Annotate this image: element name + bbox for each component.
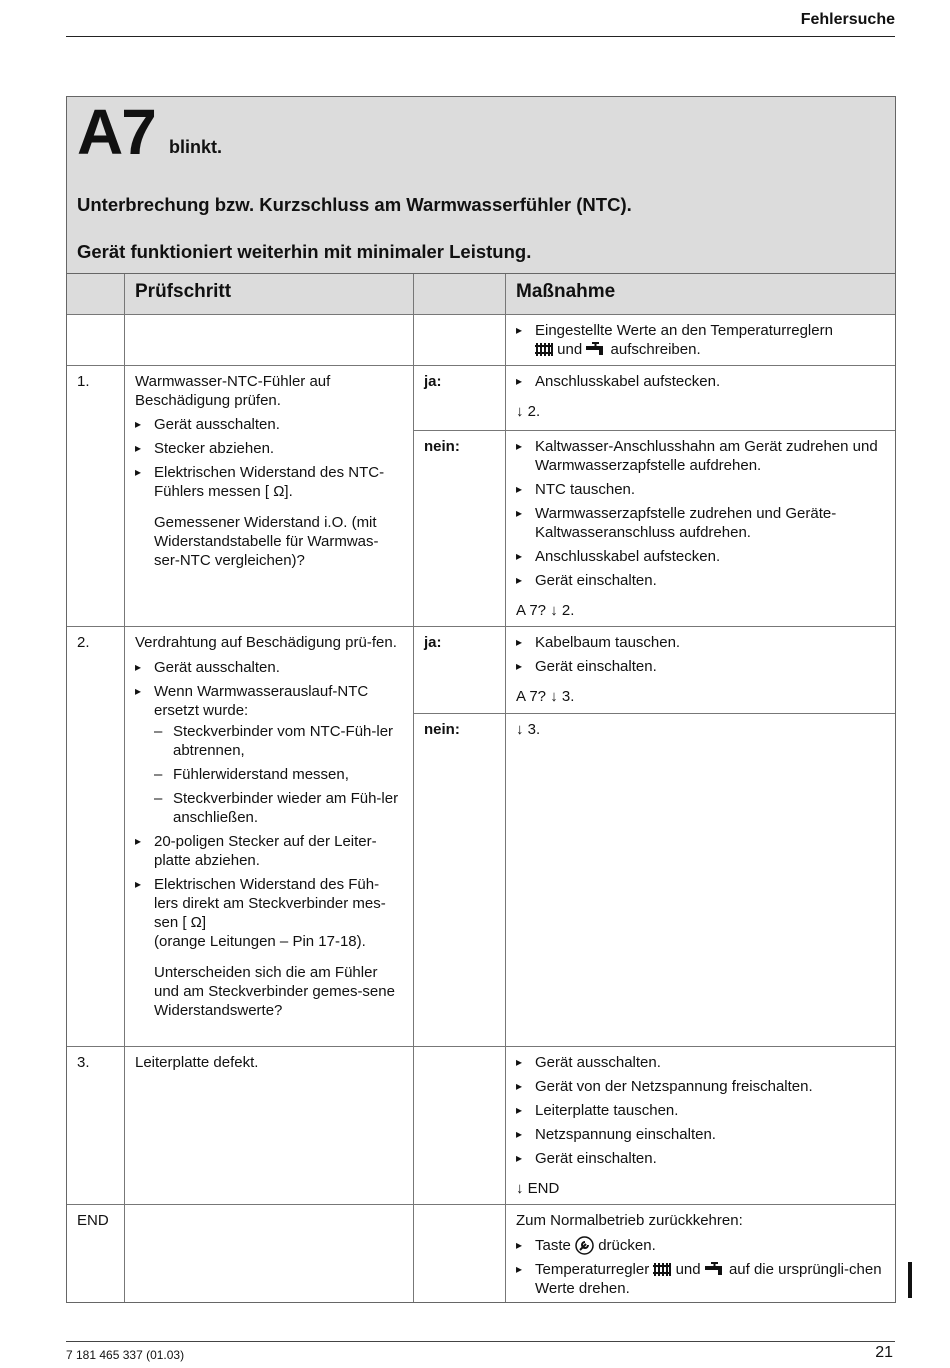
pre-check-cell xyxy=(125,315,414,366)
list-item: ▸ 20-poligen Stecker auf der Leiter-platte abziehen. xyxy=(135,832,403,870)
end-restore-text: auf die ursprüngli-chen Werte drehen. xyxy=(535,1261,882,1297)
column-header-check: Prüfschritt xyxy=(125,274,414,315)
radiator-icon xyxy=(535,343,553,356)
next-step: ↓ END xyxy=(516,1180,560,1197)
pre-action-cell xyxy=(506,315,895,366)
end-action xyxy=(506,1205,895,1302)
answer-no: nein: xyxy=(414,714,506,1047)
next-step: A 7? ↓ 2. xyxy=(516,602,575,619)
step-number: 2. xyxy=(67,627,125,1047)
list-item: ▸ Leiterplatte tauschen. xyxy=(516,1101,885,1120)
step2-yes-action xyxy=(506,627,895,714)
list-item: ▸ Netzspannung einschalten. xyxy=(516,1125,885,1144)
page-number: 21 xyxy=(875,1344,893,1361)
step2-question: Unterscheiden sich die am Fühler und am Steckverbinder gemes-sene Widerstandswerte? xyxy=(154,964,395,1019)
error-state: blinkt. xyxy=(169,137,222,157)
list-item: ▸ Gerät ausschalten. xyxy=(516,1053,885,1072)
list-item xyxy=(516,321,885,359)
header-title: Fehlersuche xyxy=(800,11,895,28)
pre-answer-cell xyxy=(414,315,506,366)
step3-answer-cell xyxy=(414,1047,506,1205)
step3-action xyxy=(506,1047,895,1205)
step1-title: Warmwasser-NTC-Fühler auf Beschädigung prüfen. xyxy=(135,373,331,409)
end-regulator-text: Temperaturregler xyxy=(535,1261,650,1278)
list-item: ▸ Kaltwasser-Anschlusshahn am Gerät zudrehen und Warmwasserzapfstelle aufdrehen. xyxy=(516,437,885,475)
list-item xyxy=(135,682,403,827)
sub-list-item: – Steckverbinder wieder am Füh-ler anschließen. xyxy=(154,789,403,827)
header-answer-cell xyxy=(414,274,506,315)
header-nr-cell xyxy=(67,274,125,315)
sub-list-item: – Fühlerwiderstand messen, xyxy=(154,765,403,784)
error-cause: Unterbrechung bzw. Kurzschluss am Warmwasserfühler (NTC). xyxy=(77,194,632,215)
error-table xyxy=(66,96,896,1303)
step1-check xyxy=(125,366,414,627)
pre-action-and: und xyxy=(557,341,583,358)
step-number: 1. xyxy=(67,366,125,627)
pre-action-end: aufschreiben. xyxy=(610,341,701,358)
list-item xyxy=(516,1260,885,1298)
list-item: ▸ Anschlusskabel aufstecken. xyxy=(516,547,885,566)
list-item: ▸ Warmwasserzapfstelle zudrehen und Geräte-Kaltwasseranschluss aufdrehen. xyxy=(516,504,885,542)
tap-icon xyxy=(705,1262,725,1275)
pre-action-text: Eingestellte Werte an den Temperaturreglern xyxy=(535,322,833,339)
list-item: ▸ Gerät einschalten. xyxy=(516,657,885,676)
answer-yes: ja: xyxy=(414,366,506,431)
tap-icon xyxy=(586,342,606,355)
end-key-press: drücken. xyxy=(598,1237,656,1254)
end-key-text: Taste xyxy=(535,1237,571,1254)
service-key-icon xyxy=(575,1236,594,1255)
list-item: ▸ Kabelbaum tauschen. xyxy=(516,633,885,652)
step2-measure: Elektrischen Widerstand des Füh-lers direkt am Steckverbinder mes-sen [ Ω] xyxy=(154,876,386,931)
next-step: A 7? ↓ 3. xyxy=(516,688,575,705)
end-intro: Zum Normalbetrieb zurückkehren: xyxy=(516,1212,743,1229)
answer-yes: ja: xyxy=(414,627,506,714)
step1-yes-action xyxy=(506,366,895,431)
step3-check: Leiterplatte defekt. xyxy=(125,1047,414,1205)
sub-list-item: – Steckverbinder vom NTC-Füh-ler abtrennen, xyxy=(154,722,403,760)
step-number: 3. xyxy=(67,1047,125,1205)
list-item: ▸ NTC tauschen. xyxy=(516,480,885,499)
error-code: A7 xyxy=(77,96,155,168)
list-item: ▸ Gerät ausschalten. xyxy=(135,415,403,434)
list-item: ▸ Gerät einschalten. xyxy=(516,1149,885,1168)
list-item: ▸ Elektrischen Widerstand des NTC-Fühlers messen [ Ω]. xyxy=(135,463,403,501)
list-item: ▸ Stecker abziehen. xyxy=(135,439,403,458)
step-number: END xyxy=(67,1205,125,1302)
footer-divider xyxy=(66,1341,895,1342)
column-header-action: Maßnahme xyxy=(506,274,895,315)
step1-question: Gemessener Widerstand i.O. (mit Widerstandstabelle für Warmwas-ser-NTC vergleichen)? xyxy=(154,514,379,569)
step2-check xyxy=(125,627,414,1047)
margin-change-bar xyxy=(908,1262,912,1298)
step2-pins: (orange Leitungen – Pin 17-18). xyxy=(154,933,366,950)
list-item: ▸ Gerät ausschalten. xyxy=(135,658,403,677)
pre-nr-cell xyxy=(67,315,125,366)
step2-no-action: ↓ 3. xyxy=(506,714,895,1047)
error-effect: Gerät funktioniert weiterhin mit minimaler Leistung. xyxy=(77,241,532,262)
end-answer-cell xyxy=(414,1205,506,1302)
list-item: ▸ Gerät von der Netzspannung freischalten. xyxy=(516,1077,885,1096)
answer-no: nein: xyxy=(414,431,506,627)
error-description xyxy=(67,184,895,274)
next-step: ↓ 2. xyxy=(516,403,541,420)
page-header xyxy=(66,0,895,37)
end-and: und xyxy=(675,1261,701,1278)
radiator-icon xyxy=(653,1263,671,1276)
list-item xyxy=(516,1236,885,1255)
document-number: 7 181 465 337 (01.03) xyxy=(66,1348,185,1362)
step2-condition: Wenn Warmwasserauslauf-NTC ersetzt wurde: xyxy=(154,683,369,719)
list-item: ▸ Gerät einschalten. xyxy=(516,571,885,590)
list-item xyxy=(135,875,403,951)
step2-title: Verdrahtung auf Beschädigung prü-fen. xyxy=(135,634,397,651)
list-item: ▸ Anschlusskabel aufstecken. xyxy=(516,372,885,391)
end-check-cell xyxy=(125,1205,414,1302)
error-heading xyxy=(67,97,895,185)
step1-no-action xyxy=(506,431,895,627)
